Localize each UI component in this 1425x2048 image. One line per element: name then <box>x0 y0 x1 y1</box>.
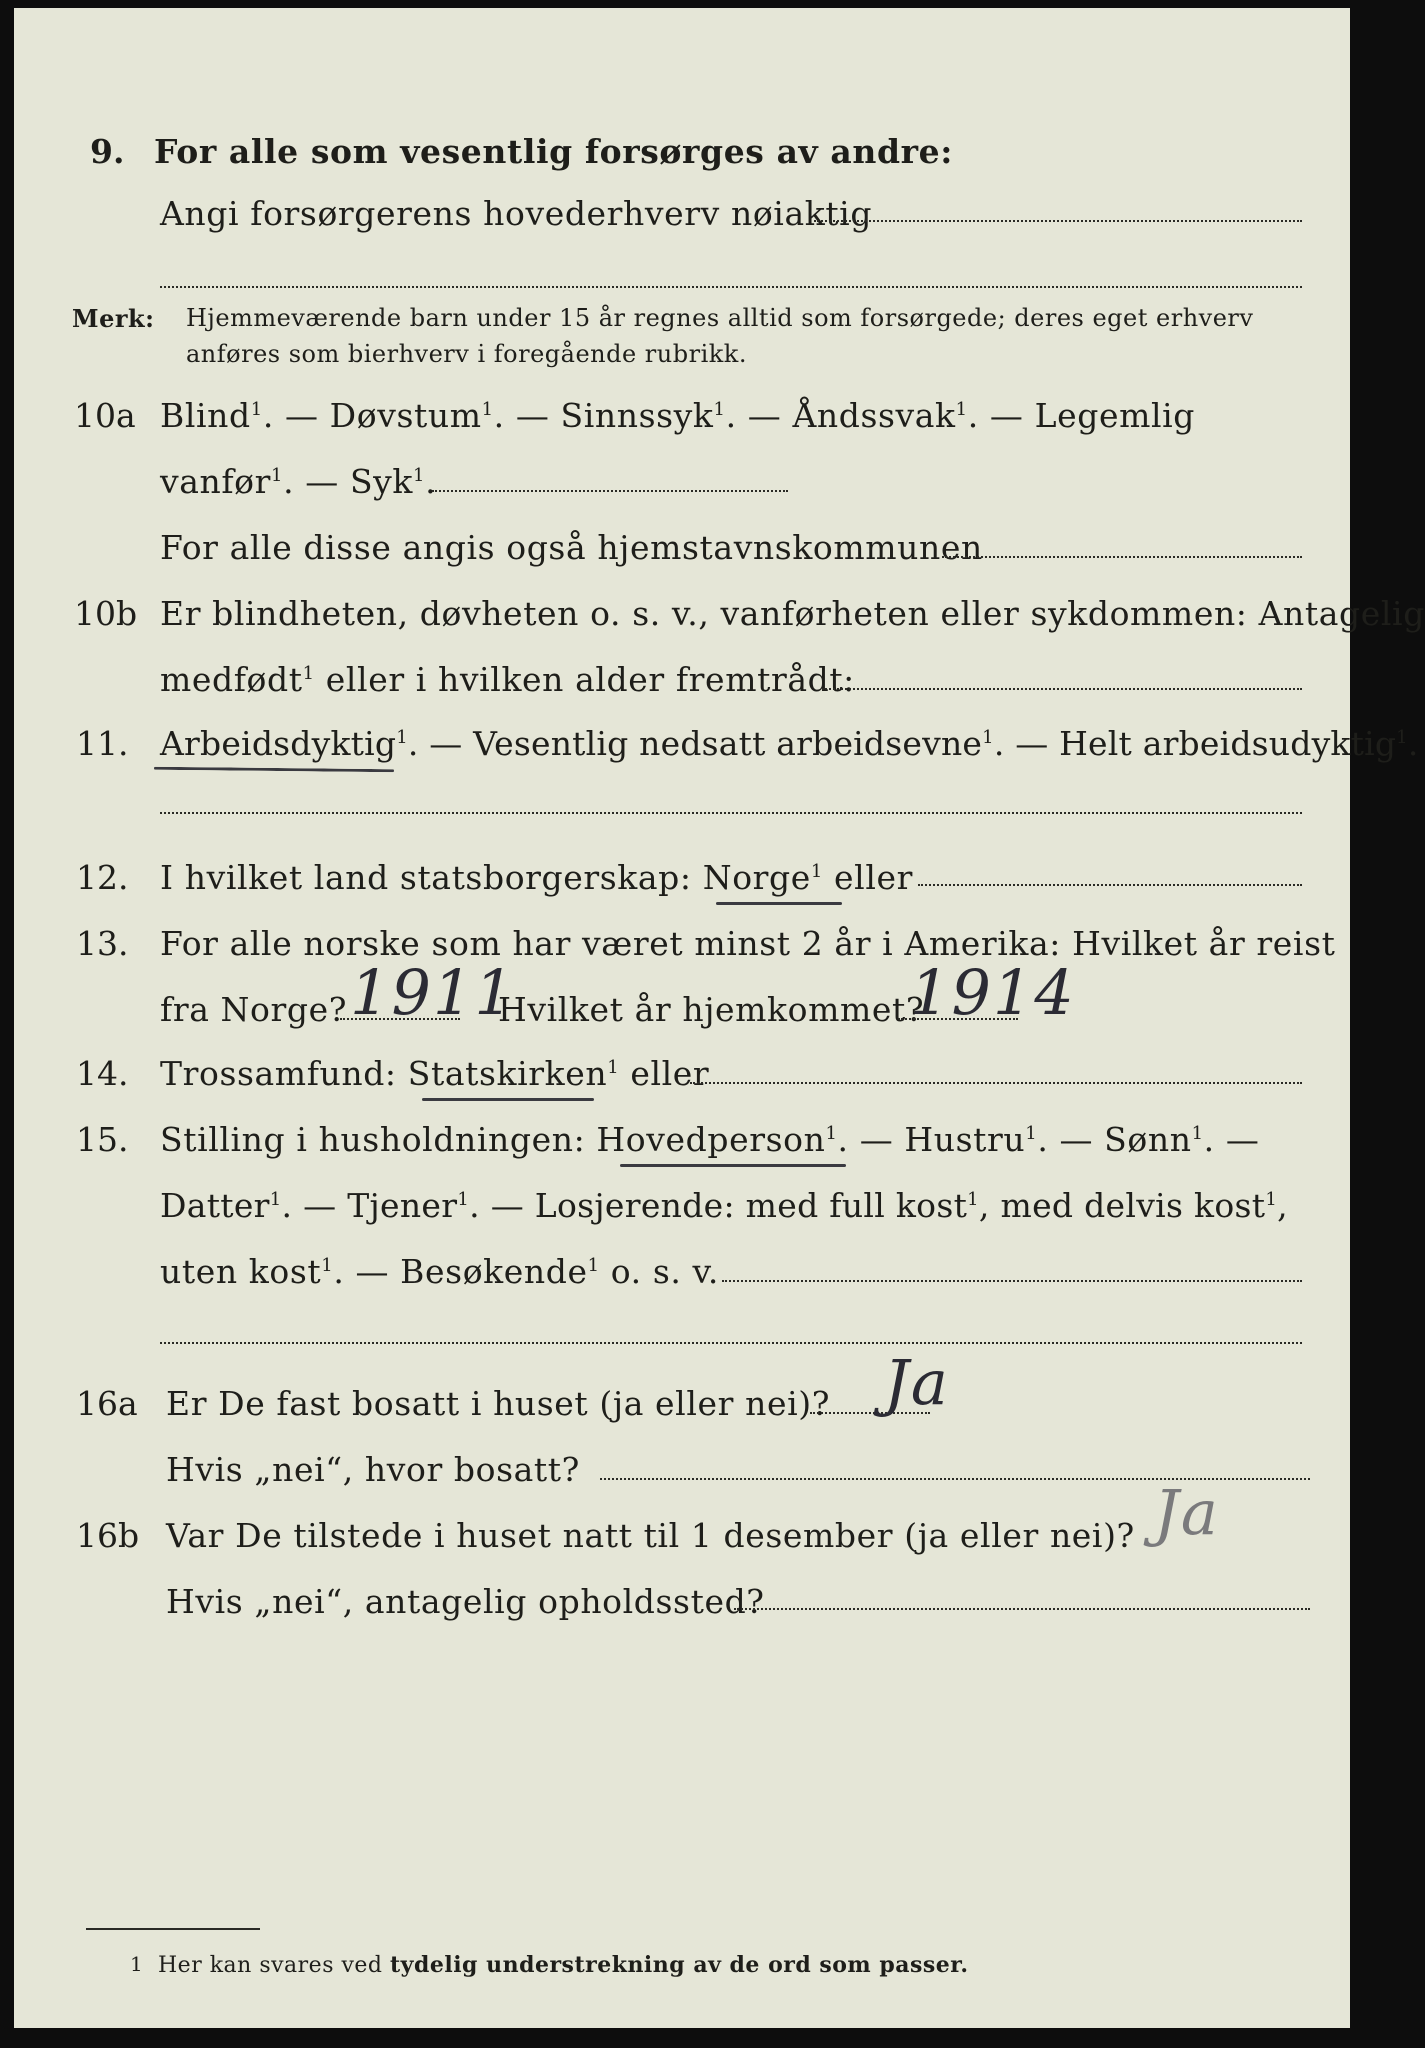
q14-suffix: eller <box>619 1054 710 1093</box>
q15-answer-line-2[interactable] <box>160 1342 1302 1344</box>
q12-answer-line[interactable] <box>918 884 1302 886</box>
q16b-opholdssted-answer-line[interactable] <box>734 1608 1310 1610</box>
option-dovstum[interactable]: . — Døvstum <box>262 396 482 435</box>
q10b-answer-line[interactable] <box>822 688 1302 690</box>
q10b-alder-label: eller i hvilken alder fremtrådt: <box>314 660 855 699</box>
option-statskirken[interactable]: Statskirken <box>407 1054 608 1093</box>
option-besokende[interactable]: . — Besøkende <box>333 1252 588 1291</box>
census-form-page <box>14 8 1425 2028</box>
footnote-mark: 1 <box>967 1189 979 1210</box>
footnote-mark: 1 <box>130 1952 144 1976</box>
q15-line-3 <box>160 1252 719 1291</box>
q16a-line-1: Er De fast bosatt i huset (ja eller nei)? <box>166 1384 830 1423</box>
q16b-line-1: Var De tilstede i huset natt til 1 desember (ja eller nei)? <box>166 1516 1135 1555</box>
q14-line <box>160 1054 709 1093</box>
option-sinnssyk[interactable]: . — Sinnssyk <box>493 396 714 435</box>
option-uten-kost[interactable]: uten kost <box>160 1252 322 1291</box>
option-tjener[interactable]: . — Tjener <box>281 1186 458 1225</box>
q10a-number: 10a <box>74 396 136 435</box>
q14-prefix: Trossamfund: <box>160 1054 397 1093</box>
footnote-mark: 1 <box>269 1189 282 1210</box>
q11-period: . <box>1407 724 1419 763</box>
q16b-handwritten-answer: Ja <box>1154 1476 1220 1549</box>
merk-line-2: anføres som bierhverv i foregående rubrikk. <box>186 340 747 368</box>
q15-comma: , <box>1277 1186 1288 1225</box>
option-medfodt[interactable]: medfødt <box>160 660 303 699</box>
footnote-mark: 1 <box>1265 1189 1278 1210</box>
option-losjerende-full-kost[interactable]: . — Losjerende: med full kost <box>469 1186 968 1225</box>
option-arbeidsudyktig[interactable]: . — Helt arbeidsudyktig <box>993 724 1397 763</box>
q10a-syk-answer-line[interactable] <box>432 490 788 492</box>
q15-answer-line[interactable] <box>722 1280 1302 1282</box>
q16a-number: 16a <box>76 1384 138 1423</box>
option-hustru[interactable]: . — Hustru <box>837 1120 1026 1159</box>
option-sonn[interactable]: . — Sønn <box>1037 1120 1192 1159</box>
option-datter[interactable]: Datter <box>160 1186 270 1225</box>
q12-prefix: I hvilket land statsborgerskap: <box>160 858 692 897</box>
footnote-mark: 1 <box>457 1189 470 1210</box>
q15-line-2 <box>160 1186 1288 1225</box>
q10b-line-2 <box>160 660 855 699</box>
q15-prefix: Stilling i husholdningen: <box>160 1120 586 1159</box>
option-arbeidsdyktig[interactable]: Arbeidsdyktig <box>160 724 397 763</box>
footnote-mark: 1 <box>810 861 823 882</box>
q10b-line-1: Er blindheten, døvheten o. s. v., vanførheten eller sykdommen: Antagelig <box>160 594 1425 633</box>
footnote-mark: 1 <box>982 727 994 748</box>
q15-handwritten-underline <box>620 1164 846 1167</box>
q10a-line-2 <box>160 462 436 501</box>
merk-line-1: Hjemmeværende barn under 15 år regnes alltid som forsørgede; deres eget erhverv <box>186 304 1254 332</box>
q12-handwritten-underline <box>716 902 842 905</box>
q13-hjem-handwritten-answer: 1914 <box>910 956 1076 1029</box>
footnote-rule <box>86 1928 260 1930</box>
q13-reist-handwritten-answer: 1911 <box>350 956 516 1029</box>
option-norge[interactable]: Norge <box>702 858 811 897</box>
q9-answer-line-2[interactable] <box>160 286 1302 288</box>
q11-handwritten-underline <box>154 767 394 773</box>
footnote-mark: 1 <box>825 1123 838 1144</box>
q11-line <box>160 724 1419 763</box>
footnote-mark: 1 <box>1025 1123 1038 1144</box>
footnote-mark: 1 <box>250 399 263 420</box>
q10b-number: 10b <box>74 594 138 633</box>
q9-prompt: Angi forsørgerens hovederhverv nøiaktig <box>160 194 873 233</box>
q13-number: 13. <box>76 924 129 963</box>
q14-handwritten-underline <box>422 1098 594 1101</box>
q10a-period: . <box>425 462 437 501</box>
q11-answer-line[interactable] <box>160 812 1302 814</box>
option-nedsatt[interactable]: . — Vesentlig nedsatt arbeidsevne <box>407 724 983 763</box>
q13-line-1: For alle norske som har været minst 2 år i Amerika: Hvilket år reist <box>160 924 1336 963</box>
q9-title: For alle som vesentlig forsørges av andre: <box>154 132 954 171</box>
footnote-mark: 1 <box>396 727 408 748</box>
q11-number: 11. <box>76 724 129 763</box>
q12-number: 12. <box>76 858 129 897</box>
footnote-text <box>158 1952 969 1978</box>
option-delvis-kost[interactable]: , med delvis kost <box>978 1186 1266 1225</box>
q13-line-2a: fra Norge? <box>160 990 348 1029</box>
footnote-text-a: Her kan svares ved <box>158 1953 391 1978</box>
footnote-text-b: tydelig understrekning av de ord som passer. <box>390 1952 969 1978</box>
footnote-mark: 1 <box>321 1255 334 1276</box>
q16b-number: 16b <box>76 1516 140 1555</box>
q9-number: 9. <box>90 132 125 171</box>
q15-line-1 <box>160 1120 1259 1159</box>
option-hovedperson[interactable]: Hovedperson <box>596 1120 826 1159</box>
option-andssvak[interactable]: . — Åndssvak <box>725 396 956 435</box>
footnote-mark: 1 <box>607 1057 620 1078</box>
q15-dash: . — <box>1203 1120 1260 1159</box>
q10a-line-1 <box>160 396 1195 435</box>
q15-osv: o. s. v. <box>599 1252 719 1291</box>
option-vanfor[interactable]: vanfør <box>160 462 272 501</box>
q16b-line-2: Hvis „nei“, antagelig opholdssted? <box>166 1582 765 1621</box>
option-syk[interactable]: . — Syk <box>283 462 414 501</box>
footnote-mark: 1 <box>1396 727 1408 748</box>
option-blind[interactable]: Blind <box>160 396 251 435</box>
footnote-mark: 1 <box>481 399 494 420</box>
q15-number: 15. <box>76 1120 129 1159</box>
q16a-handwritten-answer: Ja <box>884 1346 950 1419</box>
footnote-mark: 1 <box>1191 1123 1204 1144</box>
footnote-mark: 1 <box>587 1255 600 1276</box>
footnote-mark: 1 <box>713 399 726 420</box>
q10a-hjemstavn-answer-line[interactable] <box>942 556 1302 558</box>
q14-answer-line[interactable] <box>690 1082 1302 1084</box>
merk-label: Merk: <box>72 304 155 333</box>
q16a-line-2: Hvis „nei“, hvor bosatt? <box>166 1450 580 1489</box>
footnote-mark: 1 <box>271 465 284 486</box>
footnote-mark: 1 <box>413 465 426 486</box>
option-legemlig[interactable]: . — Legemlig <box>967 396 1196 435</box>
q12-suffix: eller <box>822 858 913 897</box>
footnote-mark: 1 <box>302 663 315 684</box>
q9-answer-line[interactable] <box>814 220 1302 222</box>
q13-line-2b: Hvilket år hjemkommet? <box>498 990 925 1029</box>
q12-line <box>160 858 913 897</box>
footnote-mark: 1 <box>955 399 968 420</box>
q10a-line-3: For alle disse angis også hjemstavnskommunen <box>160 528 983 567</box>
q14-number: 14. <box>76 1054 129 1093</box>
